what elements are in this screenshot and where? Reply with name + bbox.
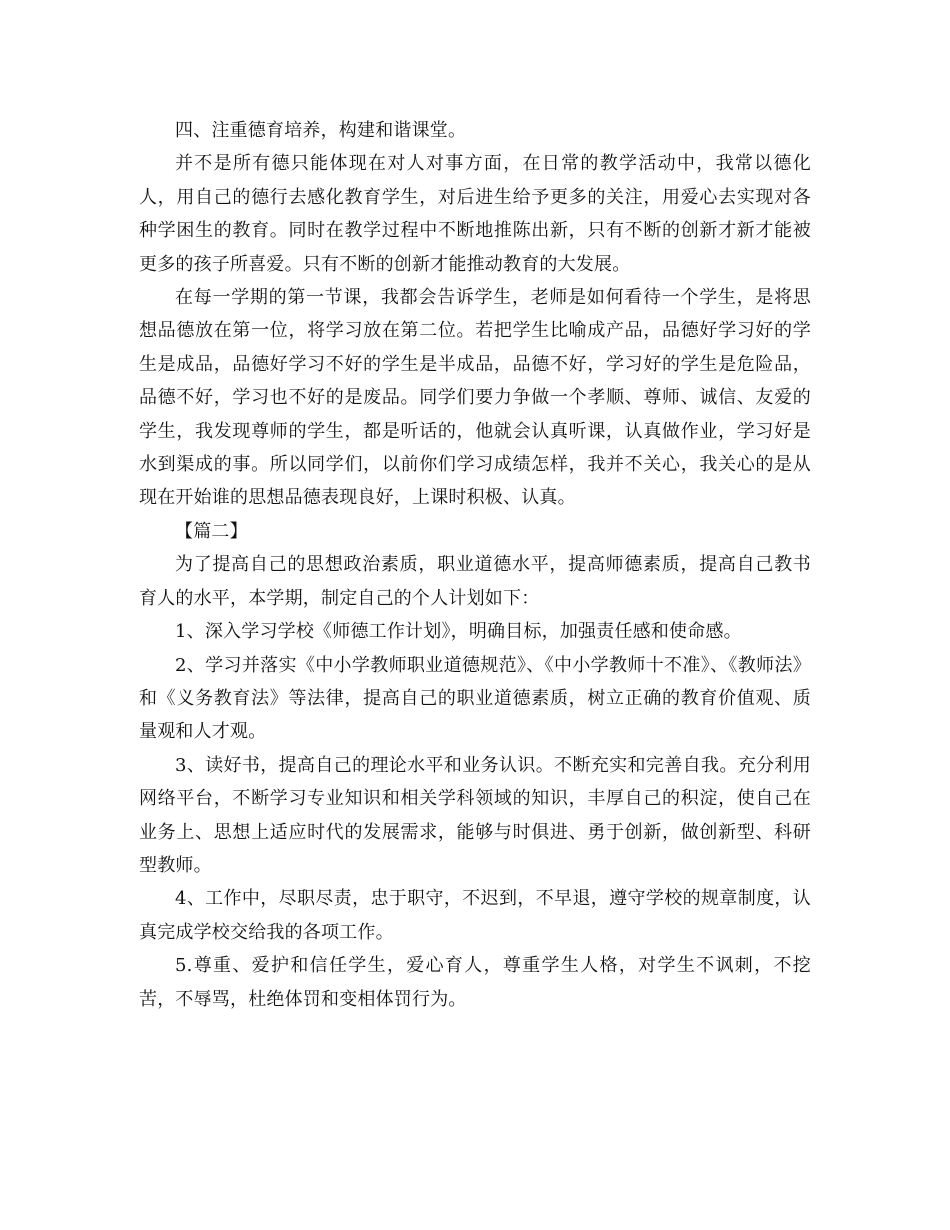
paragraph: 为了提高自己的思想政治素质，职业道德水平，提高师德素质，提高自己教书育人的水平，本学期，制定自己的个人计划如下： [139,554,811,609]
plan-item: 1、深入学习学校《师德工作计划》，明确目标，加强责任感和使命感。 [175,621,742,643]
plan-item: 5.尊重、爱护和信任学生，爱心育人，尊重学生人格，对学生不讽刺，不挖苦，不辱骂，杜绝体罚和变相体罚行为。 [139,955,811,1010]
plan-item: 3、读好书，提高自己的理论水平和业务认识。不断充实和完善自我。充分利用网络平台，不断学习专业知识和相关学科领域的知识，丰厚自己的积淀，使自己在业务上、思想上适应时代的发展需求，能够与时俱进、勇于创新，做创新型、科研型教师。 [139,754,811,876]
plan-item: 2、学习并落实《中小学教师职业道德规范》、《中小学教师十不准》、《教师法》和《义务教育法》等法律，提高自己的职业道德素质，树立正确的教育价值观、质量观和人才观。 [139,654,811,743]
section-heading-moral-education: 四、注重德育培养，构建和谐课堂。 [175,120,467,141]
paragraph: 在每一学期的第一节课，我都会告诉学生，老师是如何看待一个学生，是将思想品德放在第一位，将学习放在第二位。若把学生比喻成产品，品德好学习好的学生是成品，品德好学习不好的学生是半成品，品德不好，学习好的学生是危险品，品德不好，学习也不好的是废品。同学们要力争做一个孝顺、尊师、诚信、友爱的学生，我发现尊师的学生，都是听话的，他就会认真听课，认真做作业，学习好是水到渠成的事。所以同学们，以前你们学习成绩怎样，我并不关心，我关心的是从现在开始谁的思想品德表现良好，上课时积极、认真。 [139,287,811,509]
plan-item: 4、工作中，尽职尽责，忠于职守，不迟到，不早退，遵守学校的规章制度，认真完成学校交给我的各项工作。 [139,888,811,943]
paragraph: 并不是所有德只能体现在对人对事方面，在日常的教学活动中，我常以德化人，用自己的德行去感化教育学生，对后进生给予更多的关注，用爱心去实现对各种学困生的教育。同时在教学过程中不断地推陈出新，只有不断的创新才新才能被更多的孩子所喜爱。只有不断的创新才能推动教育的大发展。 [139,153,811,275]
part-two-heading: 【篇二】 [175,520,248,542]
document-body [139,114,811,1016]
